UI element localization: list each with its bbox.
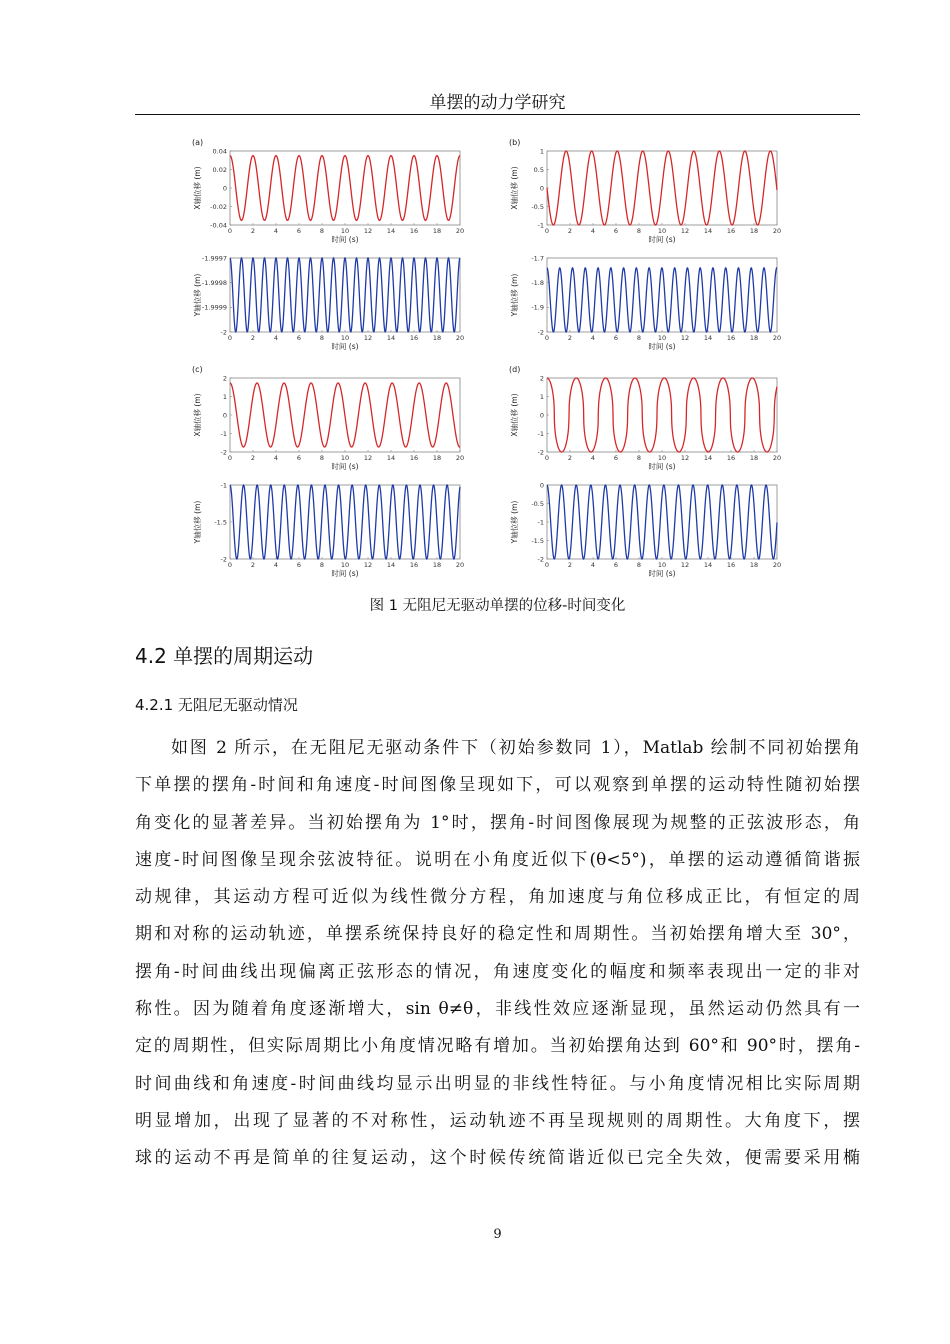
- y-tick-label: -0.04: [210, 221, 227, 230]
- y-tick-label: -1: [537, 518, 544, 527]
- y-tick-label: -1.9998: [201, 278, 227, 287]
- x-tick-label: 0: [544, 334, 550, 342]
- body-line: 摆角-时间曲线出现偏离正弦形态的情况，角速度变化的幅度和频率表现出一定的非对: [135, 961, 860, 982]
- subplot: [192, 481, 464, 578]
- x-tick-label: 10: [657, 561, 667, 569]
- body-line: 角变化的显著差异。当初始摆角为 1°时，摆角-时间图像展现为规整的正弦波形态，角: [135, 812, 860, 833]
- x-tick-label: 0: [544, 454, 550, 462]
- y-axis-label: X轴位移 (m): [510, 166, 519, 210]
- y-tick-label: -1.9: [531, 303, 544, 312]
- x-tick-label: 10: [340, 334, 350, 342]
- panel-label: (d): [509, 365, 521, 374]
- x-tick-label: 0: [544, 227, 550, 235]
- y-tick-label: -1.5: [214, 518, 227, 527]
- x-tick-label: 8: [636, 334, 642, 342]
- x-tick-label: 14: [386, 334, 396, 342]
- body-line: 定的周期性，但实际周期比小角度情况略有增加。当初始摆角达到 60°和 90°时，摆角-: [135, 1036, 860, 1057]
- x-tick-label: 16: [409, 454, 419, 462]
- series-line-y: [230, 258, 460, 332]
- page-number: 9: [493, 1227, 502, 1242]
- body-paragraph: [135, 730, 860, 1178]
- x-tick-label: 2: [250, 227, 256, 235]
- x-tick-label: 18: [749, 561, 759, 569]
- x-tick-label: 10: [657, 454, 667, 462]
- x-tick-label: 14: [703, 561, 713, 569]
- y-tick-label: -1: [537, 429, 544, 438]
- section-heading: 4.2 单摆的周期运动: [135, 644, 314, 668]
- x-axis-label: 时间 (s): [648, 235, 676, 244]
- x-tick-label: 8: [636, 454, 642, 462]
- x-tick-label: 18: [749, 334, 759, 342]
- x-tick-label: 20: [772, 561, 782, 569]
- x-tick-label: 4: [273, 561, 279, 569]
- figure-caption: 图 1 无阻尼无驱动单摆的位移-时间变化: [369, 598, 626, 614]
- x-axis-label: 时间 (s): [648, 462, 676, 471]
- x-tick-label: 14: [703, 227, 713, 235]
- series-line-x: [547, 151, 777, 225]
- x-axis-label: 时间 (s): [331, 342, 359, 351]
- x-tick-label: 20: [772, 334, 782, 342]
- x-tick-label: 18: [432, 561, 442, 569]
- x-tick-label: 8: [319, 454, 325, 462]
- x-tick-label: 2: [567, 561, 573, 569]
- panel-label: (b): [509, 138, 521, 147]
- y-tick-label: -1.8: [531, 278, 544, 287]
- x-tick-label: 0: [227, 454, 233, 462]
- y-tick-label: -1: [220, 481, 227, 490]
- y-axis-label: Y轴位移 (m): [193, 273, 202, 317]
- y-tick-label: -1.5: [531, 536, 544, 545]
- subplot: [192, 254, 464, 351]
- y-tick-label: -2: [220, 555, 227, 564]
- y-axis-label: Y轴位移 (m): [510, 273, 519, 317]
- y-axis-label: Y轴位移 (m): [193, 500, 202, 544]
- x-tick-label: 12: [680, 561, 690, 569]
- y-tick-label: 0: [539, 411, 544, 420]
- y-tick-label: -0.5: [531, 202, 544, 211]
- y-tick-label: 2: [222, 374, 227, 383]
- x-tick-label: 4: [273, 334, 279, 342]
- y-axis-label: Y轴位移 (m): [510, 500, 519, 544]
- x-tick-label: 8: [319, 561, 325, 569]
- x-tick-label: 10: [657, 334, 667, 342]
- subplot: [192, 365, 464, 471]
- x-tick-label: 16: [726, 334, 736, 342]
- y-tick-label: 0: [222, 411, 227, 420]
- x-tick-label: 12: [680, 334, 690, 342]
- y-tick-label: -1: [220, 429, 227, 438]
- x-tick-label: 4: [273, 227, 279, 235]
- x-tick-label: 14: [386, 454, 396, 462]
- x-tick-label: 14: [386, 227, 396, 235]
- x-tick-label: 2: [567, 454, 573, 462]
- x-tick-label: 10: [657, 227, 667, 235]
- x-axis-label: 时间 (s): [648, 342, 676, 351]
- series-line-x: [230, 383, 460, 447]
- x-axis-label: 时间 (s): [331, 235, 359, 244]
- y-tick-label: -2: [220, 448, 227, 457]
- y-tick-label: -1.9999: [201, 303, 227, 312]
- subplot: [509, 365, 781, 471]
- x-tick-label: 20: [455, 227, 465, 235]
- x-tick-label: 4: [590, 561, 596, 569]
- x-axis-label: 时间 (s): [648, 569, 676, 578]
- y-tick-label: 0: [539, 184, 544, 193]
- subplot: [509, 138, 781, 244]
- x-tick-label: 2: [250, 334, 256, 342]
- figure-1: [185, 133, 785, 585]
- series-line-x: [230, 156, 460, 221]
- x-tick-label: 16: [726, 454, 736, 462]
- y-tick-label: -2: [537, 448, 544, 457]
- y-tick-label: 1: [539, 392, 544, 401]
- x-tick-label: 6: [296, 454, 302, 462]
- x-tick-label: 8: [636, 561, 642, 569]
- y-tick-label: 0.02: [212, 165, 227, 174]
- axes-frame: [230, 258, 460, 332]
- series-line-y: [547, 485, 777, 559]
- x-tick-label: 8: [636, 227, 642, 235]
- running-header: 单摆的动力学研究: [429, 93, 566, 113]
- x-tick-label: 18: [432, 454, 442, 462]
- y-axis-label: X轴位移 (m): [193, 166, 202, 210]
- y-tick-label: -2: [220, 328, 227, 337]
- x-tick-label: 18: [749, 454, 759, 462]
- x-tick-label: 14: [703, 334, 713, 342]
- x-tick-label: 20: [455, 334, 465, 342]
- y-tick-label: -0.02: [210, 202, 227, 211]
- body-line: 动规律，其运动方程可近似为线性微分方程，角加速度与角位移成正比，有恒定的周: [135, 887, 860, 908]
- x-axis-label: 时间 (s): [331, 569, 359, 578]
- y-tick-label: 0.04: [212, 147, 227, 156]
- subplot: [509, 254, 781, 351]
- x-tick-label: 6: [613, 334, 619, 342]
- y-tick-label: 0: [539, 481, 544, 490]
- x-tick-label: 10: [340, 454, 350, 462]
- y-tick-label: 0: [222, 184, 227, 193]
- series-line-y: [230, 485, 460, 559]
- body-line: 下单摆的摆角-时间和角速度-时间图像呈现如下，可以观察到单摆的运动特性随初始摆: [135, 775, 860, 796]
- x-tick-label: 6: [296, 334, 302, 342]
- body-line: 称性。因为随着角度逐渐增大，sin θ≠θ，非线性效应逐渐显现，虽然运动仍然具有一: [135, 999, 860, 1020]
- y-axis-label: X轴位移 (m): [510, 393, 519, 437]
- x-tick-label: 18: [432, 334, 442, 342]
- x-tick-label: 12: [363, 334, 373, 342]
- x-tick-label: 6: [613, 227, 619, 235]
- x-tick-label: 4: [273, 454, 279, 462]
- y-tick-label: -1: [537, 221, 544, 230]
- y-tick-label: -1.7: [531, 254, 544, 263]
- y-tick-label: 1: [539, 147, 544, 156]
- x-tick-label: 0: [227, 334, 233, 342]
- x-tick-label: 0: [227, 561, 233, 569]
- y-tick-label: -0.5: [531, 499, 544, 508]
- x-tick-label: 20: [455, 561, 465, 569]
- axes-frame: [230, 151, 460, 225]
- x-tick-label: 2: [250, 561, 256, 569]
- subplot: [509, 481, 781, 578]
- x-tick-label: 16: [726, 561, 736, 569]
- y-tick-label: 2: [539, 374, 544, 383]
- y-tick-label: -2: [537, 328, 544, 337]
- x-tick-label: 6: [613, 454, 619, 462]
- x-tick-label: 8: [319, 334, 325, 342]
- series-line-x: [547, 378, 777, 452]
- subsection-heading: 4.2.1 无阻尼无驱动情况: [135, 696, 298, 714]
- subplot: [192, 138, 464, 244]
- body-line: 球的运动不再是简单的往复运动，这个时候传统简谐近似已完全失效，便需要采用椭: [135, 1148, 860, 1169]
- x-tick-label: 16: [409, 227, 419, 235]
- x-tick-label: 0: [544, 561, 550, 569]
- panel-label: (a): [192, 138, 204, 147]
- x-tick-label: 12: [363, 561, 373, 569]
- x-tick-label: 6: [296, 561, 302, 569]
- x-tick-label: 2: [567, 334, 573, 342]
- header-rule: [135, 114, 860, 115]
- y-axis-label: X轴位移 (m): [193, 393, 202, 437]
- x-tick-label: 4: [590, 454, 596, 462]
- x-tick-label: 16: [409, 561, 419, 569]
- y-tick-label: -2: [537, 555, 544, 564]
- x-tick-label: 16: [726, 227, 736, 235]
- x-tick-label: 14: [386, 561, 396, 569]
- x-tick-label: 2: [567, 227, 573, 235]
- x-tick-label: 2: [250, 454, 256, 462]
- y-tick-label: 0.5: [533, 165, 544, 174]
- y-tick-label: 1: [222, 392, 227, 401]
- x-tick-label: 18: [432, 227, 442, 235]
- body-line: 期和对称的运动轨迹，单摆系统保持良好的稳定性和周期性。当初始摆角增大至 30°，: [135, 924, 860, 945]
- x-tick-label: 16: [409, 334, 419, 342]
- body-line: 时间曲线和角速度-时间曲线均显示出明显的非线性特征。与小角度情况相比实际周期: [135, 1073, 860, 1094]
- x-tick-label: 12: [363, 227, 373, 235]
- panel-label: (c): [192, 365, 203, 374]
- x-tick-label: 0: [227, 227, 233, 235]
- x-tick-label: 4: [590, 334, 596, 342]
- x-tick-label: 10: [340, 561, 350, 569]
- x-tick-label: 12: [363, 454, 373, 462]
- x-tick-label: 18: [749, 227, 759, 235]
- x-tick-label: 4: [590, 227, 596, 235]
- x-tick-label: 12: [680, 227, 690, 235]
- x-tick-label: 14: [703, 454, 713, 462]
- y-tick-label: -1.9997: [201, 254, 227, 263]
- x-tick-label: 12: [680, 454, 690, 462]
- x-tick-label: 6: [296, 227, 302, 235]
- x-axis-label: 时间 (s): [331, 462, 359, 471]
- series-line-y: [547, 268, 777, 332]
- x-tick-label: 20: [772, 227, 782, 235]
- x-tick-label: 20: [772, 454, 782, 462]
- x-tick-label: 20: [455, 454, 465, 462]
- x-tick-label: 6: [613, 561, 619, 569]
- body-line: 如图 2 所示，在无阻尼无驱动条件下（初始参数同 1），Matlab 绘制不同初始摆角: [171, 738, 860, 758]
- x-tick-label: 8: [319, 227, 325, 235]
- body-line: 明显增加，出现了显著的不对称性，运动轨迹不再呈现规则的周期性。大角度下，摆: [135, 1110, 860, 1131]
- x-tick-label: 10: [340, 227, 350, 235]
- body-line: 速度-时间图像呈现余弦波特征。说明在小角度近似下(θ<5°)，单摆的运动遵循简谐振: [135, 849, 860, 870]
